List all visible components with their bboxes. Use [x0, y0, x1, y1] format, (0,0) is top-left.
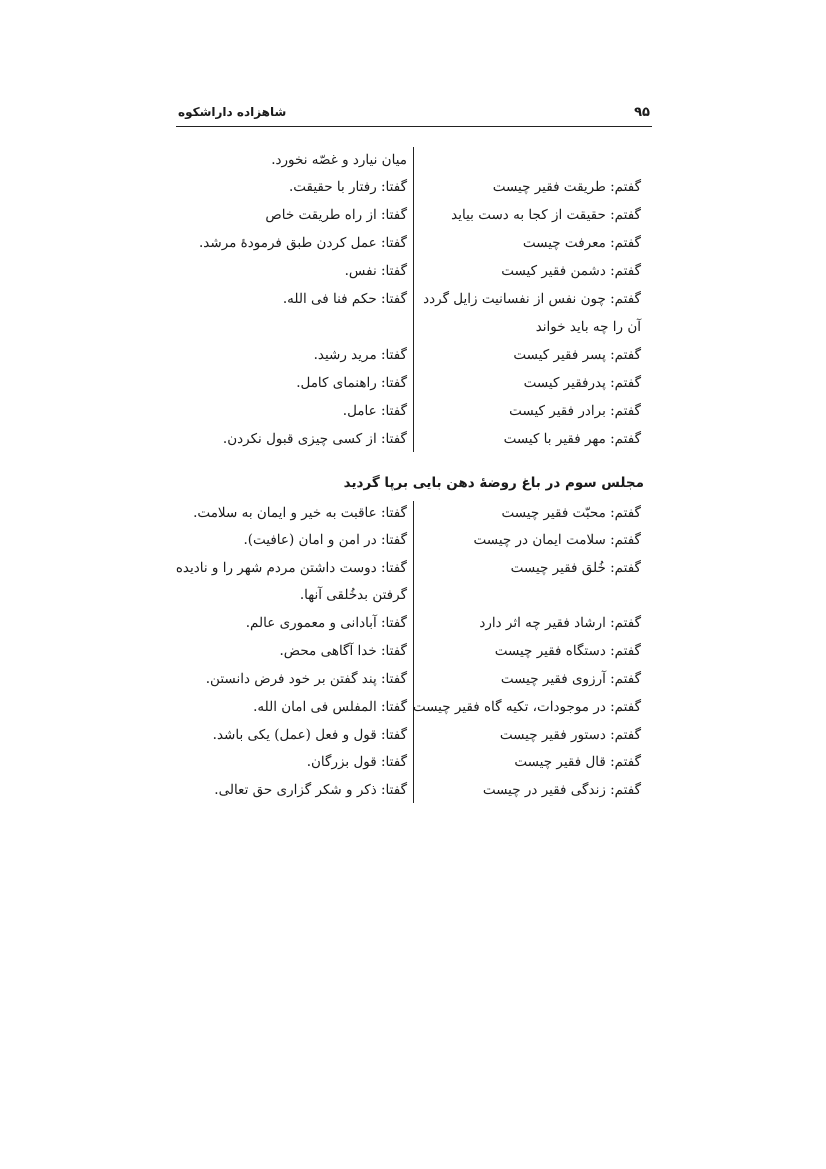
answer-text: گرفتن بدخُلقی آنها.: [299, 587, 407, 603]
dialogue-row: [0, 177, 826, 205]
dialogue-row: [0, 697, 826, 725]
question-text: گفتم: برادر فقیر کیست: [509, 403, 641, 419]
dialogue-row: [0, 373, 826, 401]
dialogue-row: [0, 725, 826, 753]
question-text: گفتم: زندگی فقیر در چیست: [482, 782, 641, 798]
answer-text: گفتا: پند گفتن بر خود فرض دانستن.: [205, 671, 407, 687]
question-text: گفتم: آرزوی فقیر چیست: [500, 671, 641, 687]
section-heading: مجلس سوم در باغ روضۀ دهن بایی برپا گردید: [343, 475, 644, 491]
answer-text: گفتا: حکم فنا فی الله.: [282, 291, 407, 307]
page-number: ۹۵: [634, 105, 650, 120]
dialogue-row: [0, 613, 826, 641]
question-text: گفتم: ارشاد فقیر چه اثر دارد: [479, 615, 641, 631]
dialogue-row: [0, 317, 826, 345]
dialogue-row: [0, 429, 826, 457]
question-text: گفتم: مهر فقیر با کیست: [503, 431, 641, 447]
question-text: گفتم: محبّت فقیر چیست: [501, 505, 641, 521]
dialogue-row: [0, 558, 826, 586]
question-text: گفتم: قال فقیر چیست: [514, 754, 641, 770]
dialogue-row: [0, 261, 826, 289]
dialogue-row: [0, 585, 826, 613]
answer-text: گفتا: المفلس فی امان الله.: [253, 699, 407, 715]
dialogue-row: [0, 530, 826, 558]
answer-text: گفتا: ذکر و شکر گزاری حق تعالی.: [214, 782, 407, 798]
answer-text: گفتا: عامل.: [342, 403, 407, 419]
question-text: گفتم: طریقت فقیر چیست: [492, 179, 641, 195]
dialogue-row: [0, 289, 826, 317]
question-text: گفتم: سلامت ایمان در چیست: [473, 532, 641, 548]
dialogue-row: [0, 233, 826, 261]
answer-text: گفتا: راهنمای کامل.: [296, 375, 407, 391]
question-text: گفتم: دشمن فقیر کیست: [501, 263, 641, 279]
answer-text: گفتا: مرید رشید.: [313, 347, 407, 363]
answer-text: گفتا: قول بزرگان.: [306, 754, 407, 770]
question-text: گفتم: چون نفس از نفسانیت زایل گردد: [423, 291, 641, 307]
running-header: [176, 100, 652, 127]
answer-text: میان نیارد و غصّه نخورد.: [271, 152, 407, 168]
answer-text: گفتا: قول و فعل (عمل) یکی باشد.: [212, 727, 407, 743]
question-text: گفتم: پسر فقیر کیست: [513, 347, 641, 363]
answer-text: گفتا: از راه طریقت خاص: [265, 207, 407, 223]
dialogue-row: [0, 150, 826, 178]
question-text: گفتم: پدرفقیر کیست: [523, 375, 641, 391]
answer-text: گفتا: در امن و امان (عافیت).: [243, 532, 407, 548]
question-text: آن را چه باید خواند: [535, 319, 641, 335]
dialogue-row: [0, 503, 826, 531]
dialogue-row: [0, 752, 826, 780]
answer-text: گفتا: رفتار با حقیقت.: [288, 179, 407, 195]
answer-text: گفتا: نفس.: [344, 263, 407, 279]
question-text: گفتم: دستور فقیر چیست: [499, 727, 641, 743]
answer-text: گفتا: خدا آگاهی محض.: [279, 643, 407, 659]
question-text: گفتم: معرفت چیست: [522, 235, 641, 251]
answer-text: گفتا: از کسی چیزی قبول نکردن.: [222, 431, 407, 447]
dialogue-row: [0, 669, 826, 697]
answer-text: گفتا: عاقبت به خیر و ایمان به سلامت.: [193, 505, 407, 521]
question-text: گفتم: حقیقت از کجا به دست بیاید: [451, 207, 641, 223]
dialogue-row: [0, 401, 826, 429]
dialogue-row: [0, 641, 826, 669]
dialogue-row: [0, 780, 826, 808]
running-title: شاهزاده داراشکوه: [178, 105, 287, 119]
answer-text: گفتا: دوست داشتن مردم شهر را و نادیده: [175, 560, 407, 576]
answer-text: گفتا: آبادانی و معموری عالم.: [245, 615, 407, 631]
question-text: گفتم: در موجودات، تکیه گاه فقیر چیست: [412, 699, 641, 715]
question-text: گفتم: خُلق فقیر چیست: [510, 560, 641, 576]
question-text: گفتم: دستگاه فقیر چیست: [494, 643, 641, 659]
dialogue-row: [0, 345, 826, 373]
answer-text: گفتا: عمل کردن طبق فرمودۀ مرشد.: [199, 235, 407, 251]
dialogue-row: [0, 205, 826, 233]
